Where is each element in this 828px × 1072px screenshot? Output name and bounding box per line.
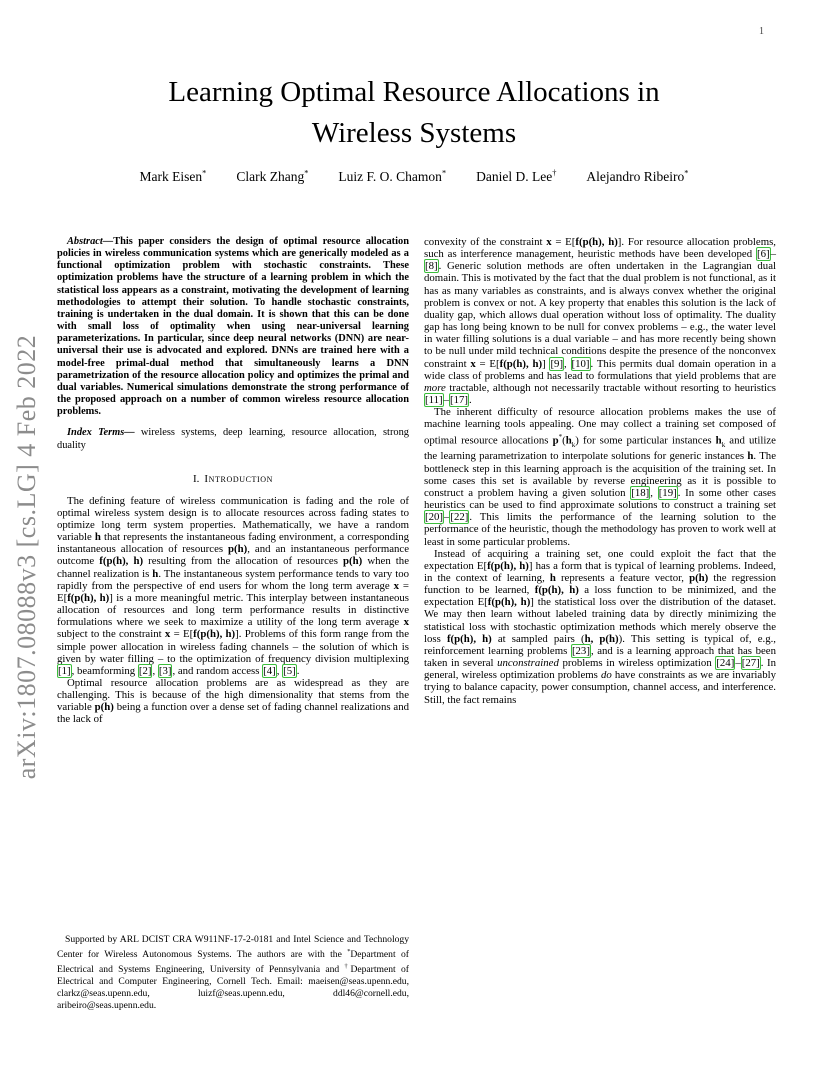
citation-link[interactable]: [2] bbox=[138, 664, 152, 677]
author bbox=[338, 169, 446, 185]
index-terms-lead: Index Terms— bbox=[67, 427, 135, 439]
citation-link[interactable]: [27] bbox=[741, 657, 760, 670]
citation-link[interactable]: [6] bbox=[757, 248, 770, 261]
author bbox=[476, 169, 556, 185]
citation-link[interactable]: [18] bbox=[631, 486, 650, 499]
author-affiliation-mark: * bbox=[202, 168, 207, 178]
author bbox=[586, 169, 688, 185]
left-column bbox=[57, 236, 409, 1048]
citation-link[interactable]: [17] bbox=[450, 394, 468, 407]
section-title: Introduction bbox=[204, 472, 274, 485]
author-affiliation-mark: * bbox=[441, 168, 447, 178]
two-column-body bbox=[57, 236, 776, 1048]
citation-link[interactable]: [4] bbox=[263, 664, 276, 677]
author-affiliation-mark: † bbox=[552, 168, 557, 178]
author-name: Clark Zhang bbox=[236, 169, 305, 184]
intro-paragraph-2: Optimal resource allocation problems are as widespread as they are challenging. This is because of the high dimensionality that stems from the variable p(h) being a function over a dense set of fading channel realizations and the lack of bbox=[57, 677, 410, 726]
author-list bbox=[0, 169, 828, 185]
citation-link[interactable]: [3] bbox=[158, 664, 172, 677]
right-paragraph-1: convexity of the constraint x = E[f(p(h), h)]. For resource allocation problems, such as interference management, heuristic methods have been developed [6]–[8]. Generic solution methods are often undertaken in the Lagrangian dual domain. This is motivated by the fact that the dual problem is not functional, as it has as many variables as constraints, and is always convex whether the original problem is convex or not. A key property that enables this solution is the lack of duality gap, which allows dual operation without loss of optimality. The duality gap has long being known to be null for convex problems – e.g., the water level in water filling solutions is a dual variable – and has more recently being shown to be null under mild technical conditions despite the presence of the nonconvex constraint x = E[f(p(h), h)] [9], [10]. This permits dual domain operation in a wide class of problems and has lead to formulations that yield problems that are more tractable, although not necessarily tractable without resorting to heuristics [11]–[17]. bbox=[424, 236, 777, 407]
author-name: Luiz F. O. Chamon bbox=[338, 169, 442, 184]
citation-link[interactable]: [10] bbox=[571, 357, 590, 370]
paper-title-line1: Learning Optimal Resource Allocations in bbox=[168, 76, 660, 108]
author-name: Daniel D. Lee bbox=[476, 169, 553, 184]
citation-link[interactable]: [22] bbox=[450, 511, 469, 524]
page-number: 1 bbox=[759, 26, 764, 37]
citation-link[interactable]: [1] bbox=[58, 664, 71, 677]
citation-link[interactable]: [20] bbox=[425, 511, 443, 524]
author bbox=[236, 169, 308, 185]
citation-link[interactable]: [11] bbox=[425, 394, 443, 407]
author bbox=[140, 169, 207, 185]
author-affiliation-mark: * bbox=[684, 168, 689, 178]
arxiv-watermark: arXiv:1807.08088v3 [cs.LG] 4 Feb 2022 bbox=[12, 334, 41, 780]
index-terms-text: wireless systems, deep learning, resource allocation, strong duality bbox=[57, 427, 409, 451]
paper-title-line2: Wireless Systems bbox=[311, 117, 517, 149]
intro-paragraph-1: The defining feature of wireless communication is fading and the role of optimal wireless system design is to allocate resources across fading states to optimize long term system properties. Mathematically, we have a random variable h that represents the instantaneous fading environment, a corresponding instantaneous allocation of resources p(h), and an instantaneous performance outcome f(p(h), h) resulting from the allocation of resources p(h) when the channel realization is h. The instantaneous system performance tends to vary too rapidly from the perspective of end users for whom the long term average x = E[f(p(h), h)] is a more meaningful metric. This interplay between instantaneous allocation of resources and long term performance results in distinctive formulations where we seek to maximize a utility of the long term average x subject to the constraint x = E[f(p(h), h)]. Problems of this form range from the simple power allocation in wireless fading channels – the solution of which is given by water filling – to the optimization of frequency division multiplexing [1], beamforming [2], [3], and random access [4], [5]. bbox=[57, 494, 410, 677]
section-heading-introduction bbox=[57, 473, 409, 486]
index-terms bbox=[57, 427, 409, 451]
author-footnote: Supported by ARL DCIST CRA W911NF-17-2-0181 and Intel Science and Technology Center for Wireless Autonomous Systems. The authors are with the *Department of Electrical and Systems Engineering, University of Pennsylvania and †Department of Electrical and Computer Engineering, Cornell Tech. Email: maeisen@seas.upenn.edu, clarkz@seas.upenn.edu, luizf@seas.upenn.edu, ddl46@cornell.edu, aribeiro@seas.upenn.edu. bbox=[57, 933, 409, 1011]
citation-link[interactable]: [19] bbox=[658, 486, 677, 499]
paper-title bbox=[0, 72, 828, 154]
citation-link[interactable]: [9] bbox=[550, 357, 564, 370]
author-affiliation-mark: * bbox=[304, 168, 309, 178]
abstract-lead: Abstract— bbox=[67, 236, 114, 247]
citation-link[interactable]: [23] bbox=[571, 644, 590, 657]
citation-link[interactable]: [5] bbox=[283, 664, 296, 677]
author-name: Alejandro Ribeiro bbox=[586, 169, 685, 184]
right-column bbox=[424, 236, 776, 1048]
section-number: I. bbox=[192, 472, 200, 485]
abstract-text: This paper considers the design of optimal resource allocation policies in wireless communication systems which are generically modeled as a functional optimization problem with stochastic constraints. These optimization problems have the structure of a learning problem in which the statistical loss appears as a constraint, motivating the development of learning methodologies to attempt their solution. To handle stochastic constraints, training is undertaken in the dual domain. It is shown that this can be done with small loss of optimality when using near-universal learning parameterizations. In particular, since deep neural networks (DNN) are near-universal their use is advocated and explored. DNNs are trained here with a model-free primal-dual method that simultaneously learns a DNN parametrization of the resource allocation policy and optimizes the primal and dual variables. Numerical simulations demonstrate the strong performance of the proposed approach on a number of common wireless resource allocation problems. bbox=[57, 236, 409, 418]
citation-link[interactable]: [24] bbox=[716, 657, 735, 670]
author-name: Mark Eisen bbox=[139, 169, 203, 184]
abstract bbox=[57, 236, 409, 418]
citation-link[interactable]: [8] bbox=[425, 260, 438, 273]
right-paragraph-3: Instead of acquiring a training set, one could exploit the fact that the expectation E[f(p(h), h)] has a form that is typical of learning problems. Indeed, in the context of learning, h represents a feature vector, p(h) the regression function to be learned, f(p(h), h) a loss function to be minimized, and the expectation E[f(p(h), h)] the statistical loss over the distribution of the dataset. We may then learn without labeled training data by directly minimizing the statistical loss with stochastic optimization methods which merely observe the loss f(p(h), h) at sampled pairs (h, p(h)). This setting is typical of, e.g., reinforcement learning problems [23], and is a learning approach that has been taken in several unconstrained problems in wireless optimization [24]–[27]. In general, wireless optimization problems do have constraints as we are invariably trying to balance capacity, power consumption, channel access, and interference. Still, the fact remains bbox=[424, 547, 777, 706]
right-paragraph-2: The inherent difficulty of resource allocation problems makes the use of machine learning tools appealing. One may collect a training set composed of optimal resource allocations $p^*(h_k)$ for some particular instances $h_k$ and utilize the learning parametrization to interpolate solutions for generic instances h. The bottleneck step in this learning approach is the acquisition of the training set. In some cases this set is available by reverse engineering as it is possible to construct a problem having a given solution [18], [19]. In some other cases heuristics can be used to find approximate solutions to construct a training set [20]–[22]. This limits the performance of the learning solution to the performance of the heuristic, though the methodology has proven to work well at least in some particular problems. bbox=[424, 406, 776, 548]
